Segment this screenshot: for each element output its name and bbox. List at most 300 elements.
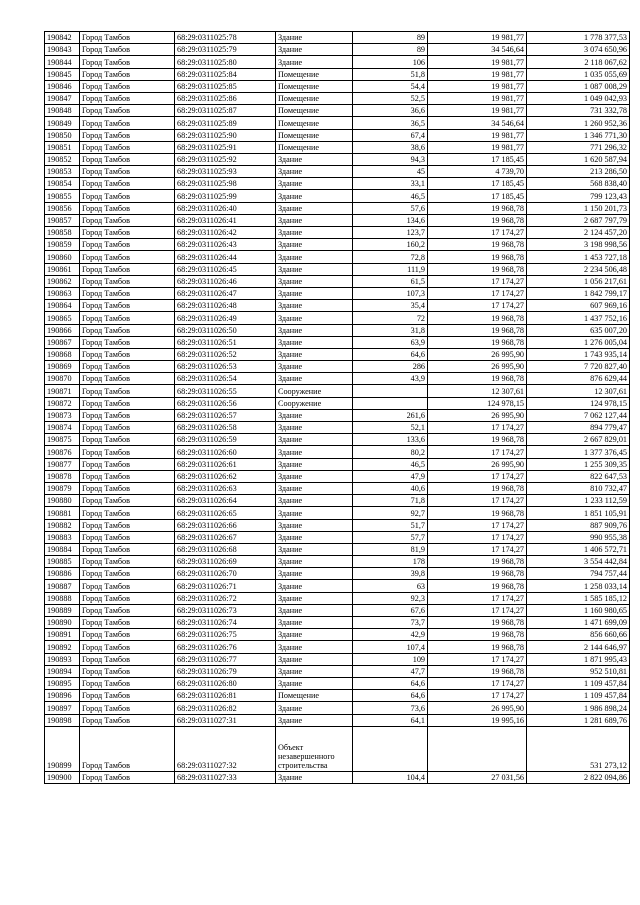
municipality-cell: Город Тамбов [80,348,175,360]
specific-value-cell: 17 174,27 [428,300,527,312]
object-type-cell: Здание [276,422,353,434]
object-type-cell: Здание [276,446,353,458]
area-cell: 52,1 [353,422,428,434]
table-row [45,592,630,604]
table-row [45,702,630,714]
specific-value-cell: 19 968,78 [428,482,527,494]
object-type-cell: Здание [276,677,353,689]
municipality-cell: Город Тамбов [80,373,175,385]
object-type-cell: Здание [276,348,353,360]
area-cell [353,385,428,397]
cadastral-value-cell: 1 233 112,59 [527,495,630,507]
object-type-cell: Здание [276,32,353,44]
cadastral-value-cell: 1 453 727,18 [527,251,630,263]
table-row [45,32,630,44]
row-number-cell: 190852 [45,153,80,165]
municipality-cell: Город Тамбов [80,56,175,68]
area-cell: 57,7 [353,531,428,543]
municipality-cell: Город Тамбов [80,287,175,299]
table-row [45,507,630,519]
area-cell: 40,6 [353,482,428,494]
table-row [45,714,630,726]
cadastral-number-cell: 68:29:0311026:48 [175,300,276,312]
municipality-cell: Город Тамбов [80,677,175,689]
table-row [45,251,630,263]
cadastral-value-cell: 1 471 699,09 [527,617,630,629]
specific-value-cell: 17 174,27 [428,677,527,689]
table-row [45,617,630,629]
municipality-cell: Город Тамбов [80,580,175,592]
object-type-cell: Здание [276,336,353,348]
object-type-cell: Здание [276,166,353,178]
area-cell: 73,7 [353,617,428,629]
cadastral-number-cell: 68:29:0311026:71 [175,580,276,592]
municipality-cell: Город Тамбов [80,409,175,421]
specific-value-cell: 124 978,15 [428,397,527,409]
cadastral-value-cell: 2 667 829,01 [527,434,630,446]
cadastral-number-cell: 68:29:0311027:31 [175,714,276,726]
area-cell: 81,9 [353,543,428,555]
municipality-cell: Город Тамбов [80,202,175,214]
cadastral-number-cell: 68:29:0311026:77 [175,653,276,665]
municipality-cell: Город Тамбов [80,129,175,141]
table-row [45,227,630,239]
table-row [45,434,630,446]
row-number-cell: 190859 [45,239,80,251]
object-type-cell: Здание [276,44,353,56]
municipality-cell: Город Тамбов [80,263,175,275]
table-row [45,239,630,251]
cadastral-number-cell: 68:29:0311026:44 [175,251,276,263]
specific-value-cell: 17 174,27 [428,592,527,604]
area-cell: 89 [353,32,428,44]
table-row [45,641,630,653]
area-cell: 64,6 [353,348,428,360]
cadastral-value-cell: 1 281 689,76 [527,714,630,726]
specific-value-cell: 17 185,45 [428,153,527,165]
area-cell: 286 [353,361,428,373]
municipality-cell: Город Тамбов [80,470,175,482]
area-cell: 89 [353,44,428,56]
specific-value-cell: 19 981,77 [428,68,527,80]
cadastral-number-cell: 68:29:0311027:32 [175,726,276,771]
municipality-cell: Город Тамбов [80,275,175,287]
area-cell: 134,6 [353,214,428,226]
specific-value-cell: 17 174,27 [428,446,527,458]
object-type-cell: Здание [276,190,353,202]
specific-value-cell: 19 968,78 [428,263,527,275]
cadastral-value-cell: 1 986 898,24 [527,702,630,714]
municipality-cell: Город Тамбов [80,653,175,665]
cadastral-value-cell: 2 124 457,20 [527,227,630,239]
cadastral-value-cell: 990 955,38 [527,531,630,543]
object-type-cell: Здание [276,409,353,421]
table-row [45,324,630,336]
cadastral-value-cell: 2 144 646,97 [527,641,630,653]
area-cell: 111,9 [353,263,428,275]
specific-value-cell: 17 174,27 [428,531,527,543]
table-row [45,385,630,397]
municipality-cell: Город Тамбов [80,702,175,714]
specific-value-cell: 17 174,27 [428,422,527,434]
cadastral-value-cell: 1 109 457,84 [527,690,630,702]
area-cell: 51,7 [353,519,428,531]
row-number-cell: 190845 [45,68,80,80]
table-row [45,458,630,470]
municipality-cell: Город Тамбов [80,604,175,616]
specific-value-cell: 19 968,78 [428,312,527,324]
table-row [45,141,630,153]
area-cell: 178 [353,556,428,568]
table-body [45,32,630,784]
area-cell: 51,8 [353,68,428,80]
cadastral-value-cell: 2 118 067,62 [527,56,630,68]
area-cell: 67,6 [353,604,428,616]
area-cell: 104,4 [353,771,428,783]
object-type-cell: Здание [276,629,353,641]
municipality-cell: Город Тамбов [80,434,175,446]
area-cell: 64,1 [353,714,428,726]
row-number-cell: 190850 [45,129,80,141]
municipality-cell: Город Тамбов [80,495,175,507]
specific-value-cell: 19 968,78 [428,568,527,580]
row-number-cell: 190871 [45,385,80,397]
specific-value-cell: 19 981,77 [428,105,527,117]
specific-value-cell: 19 968,78 [428,324,527,336]
cadastral-value-cell: 607 969,16 [527,300,630,312]
table-row [45,519,630,531]
municipality-cell: Город Тамбов [80,519,175,531]
table-row [45,531,630,543]
area-cell: 47,7 [353,665,428,677]
area-cell: 52,5 [353,92,428,104]
cadastral-value-cell: 7 062 127,44 [527,409,630,421]
specific-value-cell: 19 968,78 [428,373,527,385]
object-type-cell: Сооружение [276,397,353,409]
specific-value-cell: 19 981,77 [428,80,527,92]
cadastral-number-cell: 68:29:0311026:60 [175,446,276,458]
specific-value-cell: 19 968,78 [428,641,527,653]
area-cell: 42,9 [353,629,428,641]
table-row [45,275,630,287]
area-cell: 33,1 [353,178,428,190]
area-cell: 36,6 [353,105,428,117]
specific-value-cell: 26 995,90 [428,361,527,373]
cadastral-number-cell: 68:29:0311025:79 [175,44,276,56]
municipality-cell: Город Тамбов [80,312,175,324]
object-type-cell: Помещение [276,690,353,702]
municipality-cell: Город Тамбов [80,141,175,153]
table-row [45,568,630,580]
row-number-cell: 190865 [45,312,80,324]
row-number-cell: 190844 [45,56,80,68]
row-number-cell: 190891 [45,629,80,641]
cadastral-value-cell: 1 258 033,14 [527,580,630,592]
area-cell: 61,5 [353,275,428,287]
specific-value-cell: 17 185,45 [428,190,527,202]
cadastral-number-cell: 68:29:0311026:68 [175,543,276,555]
specific-value-cell: 19 968,78 [428,629,527,641]
table-row [45,543,630,555]
table-row [45,556,630,568]
cadastral-value-cell: 794 757,44 [527,568,630,580]
specific-value-cell: 17 174,27 [428,543,527,555]
object-type-cell: Здание [276,653,353,665]
row-number-cell: 190863 [45,287,80,299]
area-cell: 38,6 [353,141,428,153]
row-number-cell: 190887 [45,580,80,592]
area-cell: 64,6 [353,690,428,702]
specific-value-cell: 19 981,77 [428,32,527,44]
area-cell [353,726,428,771]
object-type-cell: Здание [276,263,353,275]
municipality-cell: Город Тамбов [80,300,175,312]
area-cell: 92,3 [353,592,428,604]
row-number-cell: 190857 [45,214,80,226]
row-number-cell: 190881 [45,507,80,519]
municipality-cell: Город Тамбов [80,422,175,434]
row-number-cell: 190899 [45,726,80,771]
municipality-cell: Город Тамбов [80,726,175,771]
cadastral-value-cell: 1 260 952,36 [527,117,630,129]
table-row [45,373,630,385]
table-row [45,166,630,178]
area-cell: 261,6 [353,409,428,421]
table-row [45,105,630,117]
table-row [45,677,630,689]
table-row [45,482,630,494]
table-row [45,604,630,616]
municipality-cell: Город Тамбов [80,190,175,202]
object-type-cell: Здание [276,519,353,531]
table-row [45,726,630,771]
object-type-cell: Здание [276,714,353,726]
cadastral-value-cell: 3 074 650,96 [527,44,630,56]
cadastral-value-cell: 894 779,47 [527,422,630,434]
area-cell: 72 [353,312,428,324]
municipality-cell: Город Тамбов [80,690,175,702]
table-row [45,214,630,226]
specific-value-cell: 17 174,27 [428,470,527,482]
row-number-cell: 190895 [45,677,80,689]
row-number-cell: 190872 [45,397,80,409]
cadastral-number-cell: 68:29:0311025:98 [175,178,276,190]
object-type-cell: Здание [276,568,353,580]
object-type-cell: Здание [276,604,353,616]
cadastral-value-cell: 12 307,61 [527,385,630,397]
area-cell: 160,2 [353,239,428,251]
specific-value-cell [428,726,527,771]
row-number-cell: 190856 [45,202,80,214]
specific-value-cell: 12 307,61 [428,385,527,397]
cadastral-value-cell: 531 273,12 [527,726,630,771]
specific-value-cell: 19 968,78 [428,214,527,226]
table-row [45,580,630,592]
specific-value-cell: 17 174,27 [428,653,527,665]
row-number-cell: 190894 [45,665,80,677]
cadastral-number-cell: 68:29:0311026:45 [175,263,276,275]
municipality-cell: Город Тамбов [80,592,175,604]
cadastral-value-cell: 1 620 587,94 [527,153,630,165]
row-number-cell: 190889 [45,604,80,616]
cadastral-number-cell: 68:29:0311026:63 [175,482,276,494]
specific-value-cell: 19 968,78 [428,507,527,519]
cadastral-value-cell: 1 049 042,93 [527,92,630,104]
area-cell: 92,7 [353,507,428,519]
specific-value-cell: 19 968,78 [428,556,527,568]
cadastral-number-cell: 68:29:0311025:86 [175,92,276,104]
specific-value-cell: 26 995,90 [428,409,527,421]
row-number-cell: 190851 [45,141,80,153]
table-row [45,336,630,348]
cadastral-number-cell: 68:29:0311026:54 [175,373,276,385]
row-number-cell: 190847 [45,92,80,104]
municipality-cell: Город Тамбов [80,446,175,458]
object-type-cell: Здание [276,617,353,629]
area-cell: 109 [353,653,428,665]
cadastral-number-cell: 68:29:0311025:89 [175,117,276,129]
municipality-cell: Город Тамбов [80,251,175,263]
municipality-cell: Город Тамбов [80,214,175,226]
specific-value-cell: 17 174,27 [428,227,527,239]
table-row [45,56,630,68]
area-cell: 63,9 [353,336,428,348]
object-type-cell: Здание [276,214,353,226]
cadastral-value-cell: 568 838,40 [527,178,630,190]
table-row [45,446,630,458]
municipality-cell: Город Тамбов [80,771,175,783]
table-row [45,190,630,202]
table-row [45,44,630,56]
cadastral-number-cell: 68:29:0311025:90 [175,129,276,141]
municipality-cell: Город Тамбов [80,227,175,239]
cadastral-value-cell: 124 978,15 [527,397,630,409]
municipality-cell: Город Тамбов [80,665,175,677]
specific-value-cell: 17 185,45 [428,178,527,190]
area-cell: 54,4 [353,80,428,92]
cadastral-value-cell: 2 687 797,79 [527,214,630,226]
municipality-cell: Город Тамбов [80,507,175,519]
specific-value-cell: 19 968,78 [428,251,527,263]
specific-value-cell: 34 546,64 [428,117,527,129]
cadastral-number-cell: 68:29:0311026:69 [175,556,276,568]
cadastral-number-cell: 68:29:0311026:46 [175,275,276,287]
municipality-cell: Город Тамбов [80,556,175,568]
table-row [45,771,630,783]
cadastral-number-cell: 68:29:0311026:53 [175,361,276,373]
object-type-cell: Здание [276,592,353,604]
cadastral-value-cell: 1 743 935,14 [527,348,630,360]
table-row [45,409,630,421]
row-number-cell: 190858 [45,227,80,239]
row-number-cell: 190854 [45,178,80,190]
specific-value-cell: 26 995,90 [428,458,527,470]
row-number-cell: 190853 [45,166,80,178]
row-number-cell: 190886 [45,568,80,580]
object-type-cell: Помещение [276,68,353,80]
cadastral-number-cell: 68:29:0311025:84 [175,68,276,80]
object-type-cell: Здание [276,543,353,555]
cadastral-number-cell: 68:29:0311025:87 [175,105,276,117]
object-type-cell: Здание [276,434,353,446]
municipality-cell: Город Тамбов [80,397,175,409]
specific-value-cell: 27 031,56 [428,771,527,783]
specific-value-cell: 17 174,27 [428,275,527,287]
cadastral-value-cell: 1 585 185,12 [527,592,630,604]
specific-value-cell: 19 981,77 [428,141,527,153]
municipality-cell: Город Тамбов [80,44,175,56]
specific-value-cell: 19 968,78 [428,434,527,446]
area-cell: 43,9 [353,373,428,385]
object-type-cell: Здание [276,153,353,165]
object-type-cell: Здание [276,56,353,68]
cadastral-number-cell: 68:29:0311025:85 [175,80,276,92]
area-cell: 57,6 [353,202,428,214]
object-type-cell: Здание [276,482,353,494]
cadastral-number-cell: 68:29:0311026:72 [175,592,276,604]
municipality-cell: Город Тамбов [80,482,175,494]
object-type-cell: Помещение [276,105,353,117]
cadastral-number-cell: 68:29:0311026:58 [175,422,276,434]
cadastral-value-cell: 1 150 201,73 [527,202,630,214]
row-number-cell: 190892 [45,641,80,653]
specific-value-cell: 17 174,27 [428,690,527,702]
cadastral-value-cell: 1 056 217,61 [527,275,630,287]
table-row [45,312,630,324]
cadastral-number-cell: 68:29:0311026:64 [175,495,276,507]
row-number-cell: 190873 [45,409,80,421]
object-type-cell: Здание [276,227,353,239]
municipality-cell: Город Тамбов [80,80,175,92]
table-row [45,690,630,702]
municipality-cell: Город Тамбов [80,153,175,165]
row-number-cell: 190883 [45,531,80,543]
table-row [45,397,630,409]
municipality-cell: Город Тамбов [80,32,175,44]
row-number-cell: 190855 [45,190,80,202]
object-type-cell: Здание [276,665,353,677]
cadastral-number-cell: 68:29:0311026:66 [175,519,276,531]
object-type-cell: Объект незавершенного строительства [276,726,353,771]
row-number-cell: 190849 [45,117,80,129]
row-number-cell: 190867 [45,336,80,348]
municipality-cell: Город Тамбов [80,239,175,251]
area-cell: 73,6 [353,702,428,714]
municipality-cell: Город Тамбов [80,531,175,543]
table-row [45,68,630,80]
cadastral-value-table [44,31,630,784]
specific-value-cell: 19 981,77 [428,92,527,104]
cadastral-number-cell: 68:29:0311025:80 [175,56,276,68]
area-cell: 46,5 [353,458,428,470]
row-number-cell: 190842 [45,32,80,44]
municipality-cell: Город Тамбов [80,336,175,348]
row-number-cell: 190890 [45,617,80,629]
object-type-cell: Здание [276,641,353,653]
area-cell: 31,8 [353,324,428,336]
cadastral-number-cell: 68:29:0311026:81 [175,690,276,702]
object-type-cell: Здание [276,507,353,519]
specific-value-cell: 17 174,27 [428,604,527,616]
cadastral-value-cell: 952 510,81 [527,665,630,677]
cadastral-value-cell: 2 822 094,86 [527,771,630,783]
specific-value-cell: 19 995,16 [428,714,527,726]
cadastral-value-cell: 799 123,43 [527,190,630,202]
area-cell: 107,3 [353,287,428,299]
row-number-cell: 190893 [45,653,80,665]
cadastral-value-cell: 1 851 105,91 [527,507,630,519]
table-row [45,153,630,165]
